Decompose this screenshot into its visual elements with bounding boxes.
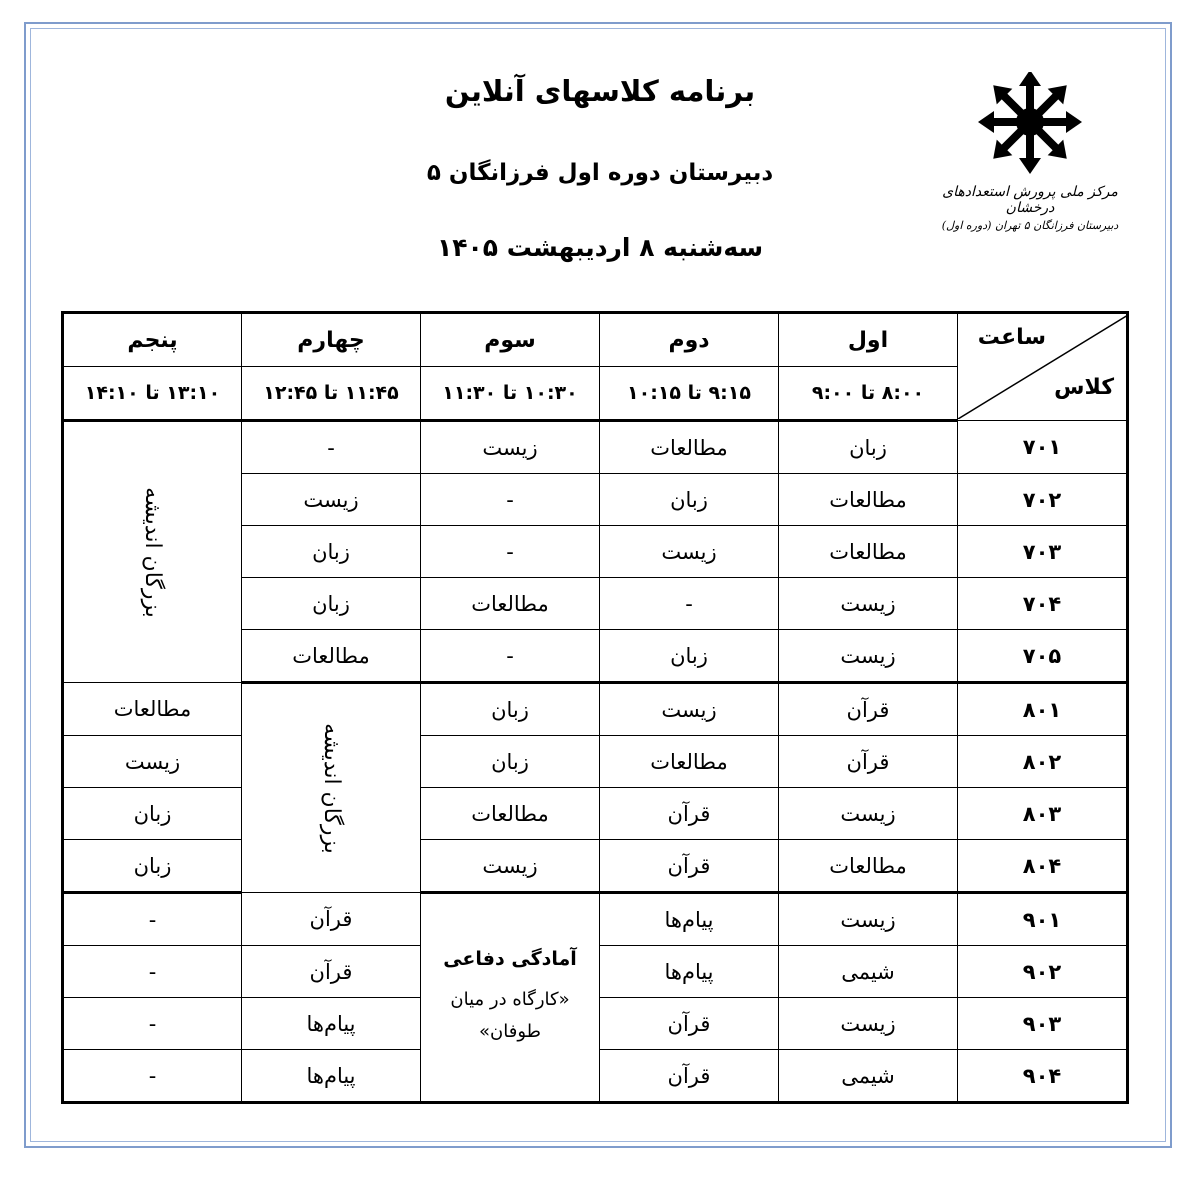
lesson-cell: زبان <box>242 578 421 630</box>
lesson-cell: زیست <box>600 683 779 736</box>
lesson-cell: مطالعات <box>242 630 421 683</box>
merged-event-grade7 <box>63 421 242 683</box>
lesson-cell: - <box>63 998 242 1050</box>
lesson-cell: قرآن <box>600 788 779 840</box>
period-1-name: اول <box>779 313 958 367</box>
class-number: ۹۰۲ <box>958 946 1128 998</box>
school-logo <box>930 72 1130 252</box>
period-1-time: ۸:۰۰ تا ۹:۰۰ <box>779 367 958 421</box>
lesson-cell: - <box>242 421 421 474</box>
class-number: ۸۰۳ <box>958 788 1128 840</box>
lesson-cell: مطالعات <box>779 474 958 526</box>
lesson-cell: زیست <box>242 474 421 526</box>
lesson-cell: قرآن <box>600 1050 779 1103</box>
lesson-cell: قرآن <box>600 998 779 1050</box>
event-subtitle: «کارگاه در میان طوفان» <box>450 988 570 1042</box>
lesson-cell: زبان <box>600 474 779 526</box>
corner-time-label: ساعت <box>977 325 1046 350</box>
lesson-cell: زیست <box>779 998 958 1050</box>
lesson-cell: مطالعات <box>600 736 779 788</box>
lesson-cell: پیام‌ها <box>242 998 421 1050</box>
lesson-cell: زبان <box>63 840 242 893</box>
class-number: ۹۰۱ <box>958 893 1128 946</box>
class-number: ۷۰۲ <box>958 474 1128 526</box>
period-3-time: ۱۰:۳۰ تا ۱۱:۳۰ <box>421 367 600 421</box>
period-4-time: ۱۱:۴۵ تا ۱۲:۴۵ <box>242 367 421 421</box>
lesson-cell: قرآن <box>242 893 421 946</box>
lesson-cell: - <box>421 526 600 578</box>
lesson-cell: زبان <box>421 683 600 736</box>
lesson-cell: - <box>421 630 600 683</box>
merged-event-grade8 <box>242 683 421 893</box>
table-row <box>63 421 1128 474</box>
class-number: ۷۰۳ <box>958 526 1128 578</box>
corner-header <box>958 313 1128 421</box>
schedule-table <box>61 311 1129 1104</box>
page-title: برنامه کلاسهای آنلاین <box>444 74 756 108</box>
lesson-cell: زیست <box>779 630 958 683</box>
class-number: ۸۰۲ <box>958 736 1128 788</box>
lesson-cell: قرآن <box>779 736 958 788</box>
lesson-cell: قرآن <box>779 683 958 736</box>
period-4-name: چهارم <box>242 313 421 367</box>
logo-subcaption: دبیرستان فرزانگان ۵ تهران (دوره اول) <box>941 219 1119 232</box>
corner-class-label: کلاس <box>1054 375 1114 400</box>
lesson-cell: مطالعات <box>779 526 958 578</box>
logo-caption: مرکز ملی پرورش استعدادهای درخشان <box>942 184 1118 216</box>
lesson-cell: زیست <box>779 893 958 946</box>
table-row <box>63 893 1128 946</box>
period-5-time: ۱۳:۱۰ تا ۱۴:۱۰ <box>63 367 242 421</box>
lesson-cell: - <box>421 474 600 526</box>
lesson-cell: زیست <box>779 788 958 840</box>
class-number: ۹۰۴ <box>958 1050 1128 1103</box>
lesson-cell: قرآن <box>600 840 779 893</box>
schedule-date: سه‌شنبه ۸ اردیبهشت ۱۴۰۵ <box>436 233 764 262</box>
lesson-cell: شیمی <box>779 946 958 998</box>
lesson-cell: مطالعات <box>779 840 958 893</box>
lesson-cell: مطالعات <box>421 788 600 840</box>
lesson-cell: زیست <box>600 526 779 578</box>
merged-event-grade9 <box>421 893 600 1103</box>
table-row <box>63 736 1128 788</box>
lesson-cell: زیست <box>779 578 958 630</box>
period-5-name: پنجم <box>63 313 242 367</box>
lesson-cell: قرآن <box>242 946 421 998</box>
lesson-cell: مطالعات <box>63 683 242 736</box>
school-name: دبیرستان دوره اول فرزانگان ۵ <box>426 160 774 186</box>
class-number: ۹۰۳ <box>958 998 1128 1050</box>
lesson-cell: - <box>63 893 242 946</box>
class-number: ۷۰۵ <box>958 630 1128 683</box>
lesson-cell: زبان <box>600 630 779 683</box>
class-number: ۸۰۱ <box>958 683 1128 736</box>
lesson-cell: زیست <box>63 736 242 788</box>
lesson-cell: پیام‌ها <box>242 1050 421 1103</box>
lesson-cell: زیست <box>421 421 600 474</box>
lesson-cell: زبان <box>779 421 958 474</box>
class-number: ۸۰۴ <box>958 840 1128 893</box>
lesson-cell: زبان <box>421 736 600 788</box>
lesson-cell: - <box>63 946 242 998</box>
lesson-cell: شیمی <box>779 1050 958 1103</box>
period-2-time: ۹:۱۵ تا ۱۰:۱۵ <box>600 367 779 421</box>
table-row <box>63 683 1128 736</box>
period-3-name: سوم <box>421 313 600 367</box>
lesson-cell: - <box>600 578 779 630</box>
lesson-cell: پیام‌ها <box>600 946 779 998</box>
class-number: ۷۰۴ <box>958 578 1128 630</box>
event-label: بزرگان اندیشه <box>139 486 165 618</box>
lesson-cell: زبان <box>63 788 242 840</box>
table-row <box>63 840 1128 893</box>
class-number: ۷۰۱ <box>958 421 1128 474</box>
lesson-cell: مطالعات <box>421 578 600 630</box>
table-row <box>63 788 1128 840</box>
lesson-cell: زیست <box>421 840 600 893</box>
event-title: آمادگی دفاعی <box>443 947 577 970</box>
header-row <box>63 313 1128 367</box>
period-2-name: دوم <box>600 313 779 367</box>
lesson-cell: زبان <box>242 526 421 578</box>
lesson-cell: پیام‌ها <box>600 893 779 946</box>
lesson-cell: مطالعات <box>600 421 779 474</box>
event-label: بزرگان اندیشه <box>318 722 344 854</box>
star-arrows-icon <box>974 72 1086 176</box>
lesson-cell: - <box>63 1050 242 1103</box>
